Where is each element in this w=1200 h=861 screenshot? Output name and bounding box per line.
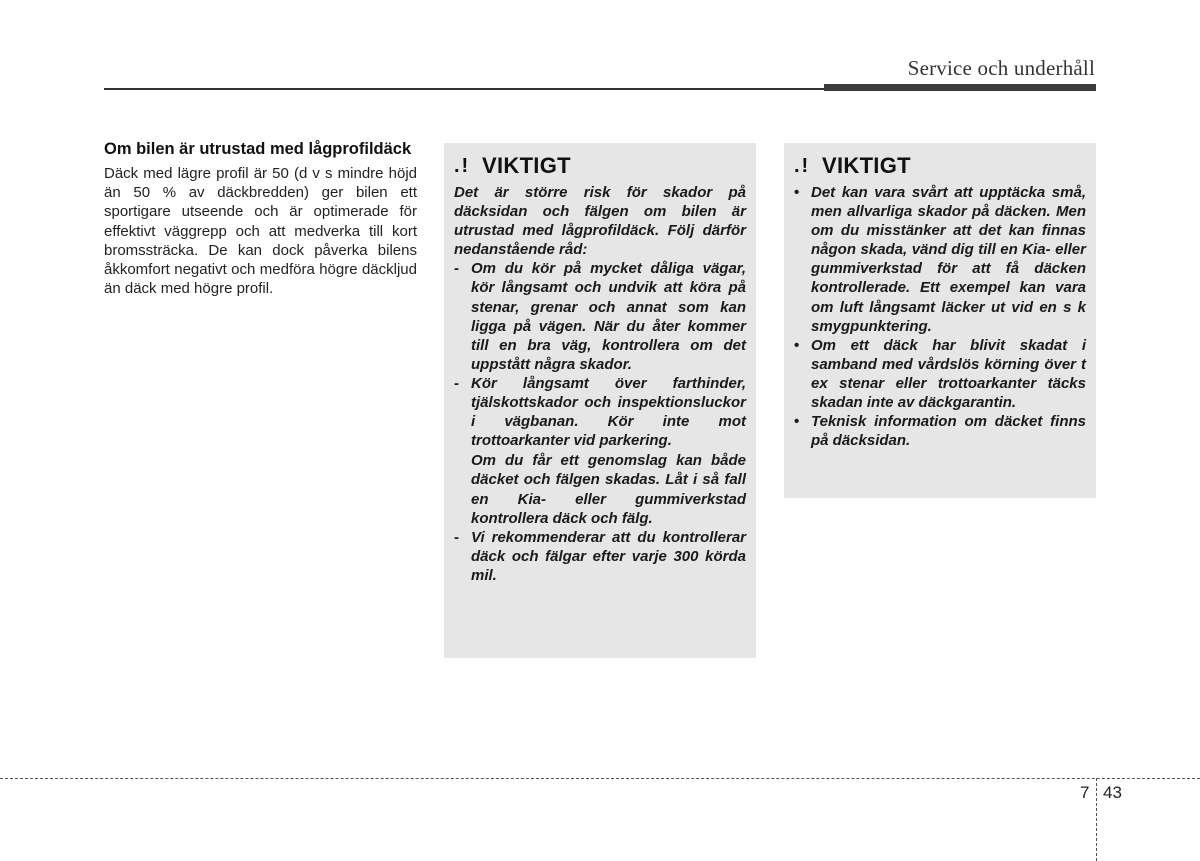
warning-list	[794, 183, 1086, 450]
list-item-text: Vi rekommenderar att du kontrollerar däck och fälgar efter varje 300 körda mil.	[471, 528, 746, 584]
warning-box-right	[784, 143, 1096, 498]
list-item-text: Det kan vara svårt att upptäcka små, men allvarliga skador på däcken. Men om du misstänker att det kan finnas någon skada, vänd dig till en Kia- eller gummiverkstad för att få däcken kontrollerade. Ett exempel kan vara om luft långsamt läcker ut vid en s k smygpunktering.	[811, 184, 1086, 335]
list-item-text: Om ett däck har blivit skadat i samband med vårdslös körning över t ex stenar eller trottoarkanter täcks skadan inte av däckgarantin.	[811, 336, 1086, 412]
footer-dashed-rule	[0, 778, 1200, 779]
warning-header	[454, 153, 746, 179]
list-continuation: Om du får ett genomslag kan både däcket och fälgen skadas. Låt i så fall en Kia- eller gummiverkstad kontrollera däck och fälg.	[471, 452, 746, 527]
chapter-number: 7	[1080, 783, 1090, 802]
list-item-text: Kör långsamt över farthinder, tjälskottskador och inspektionsluckor i vägbanan. Kör inte mot trottoarkanter vid parkering.	[471, 374, 746, 450]
list-item	[454, 528, 746, 585]
warning-intro: Det är större risk för skador på däcksidan och fälgen om bilen är utrustad med lågprofildäck. Följ därför nedanstående råd:	[454, 184, 746, 259]
warning-box-middle	[444, 143, 756, 658]
warning-header	[794, 153, 1086, 179]
list-item	[454, 374, 746, 450]
left-column	[104, 140, 417, 298]
warning-icon: .!	[454, 154, 471, 177]
list-item-text: Teknisk information om däcket finns på däcksidan.	[811, 413, 1086, 450]
dash-marker: -	[454, 260, 459, 278]
warning-list	[454, 259, 746, 450]
dash-marker: -	[454, 528, 459, 546]
warning-body	[794, 183, 1086, 450]
bullet-marker: •	[794, 413, 800, 431]
warning-title: VIKTIGT	[822, 153, 911, 178]
section-heading: Om bilen är utrustad med lågprofildäck	[104, 140, 412, 158]
bullet-marker: •	[794, 336, 800, 354]
list-item	[454, 259, 746, 374]
warning-body	[454, 183, 746, 585]
section-paragraph: Däck med lägre profil är 50 (d v s mindre höjd än 50 % av däckbredden) ger bilen ett sportigare utseende och är optimerade för effektivt väggrepp och att medverka till kort bromssträcka. De kan dock påverka bilens åkkomfort negativt och medföra högre däckljud än däck med högre profil.	[104, 165, 417, 298]
header-rule	[104, 88, 824, 90]
warning-icon: .!	[794, 154, 811, 177]
warning-title: VIKTIGT	[482, 153, 571, 178]
header-accent-bar	[824, 84, 1096, 91]
bullet-marker: •	[794, 184, 800, 201]
list-item	[794, 183, 1086, 336]
dash-marker: -	[454, 374, 459, 392]
list-item-text: Om du kör på mycket dåliga vägar, kör långsamt och undvik att köra på stenar, grenar och annat som kan ligga på vägen. När du åter kommer till en bra väg, kontrollera om det uppstått några skador.	[471, 260, 746, 373]
warning-list-end	[454, 528, 746, 585]
list-item	[794, 412, 1086, 450]
footer-dashed-divider	[1096, 778, 1097, 861]
list-item	[794, 336, 1086, 412]
page-number: 43	[1103, 783, 1122, 802]
page-header-title: Service och underhåll	[907, 56, 1095, 80]
